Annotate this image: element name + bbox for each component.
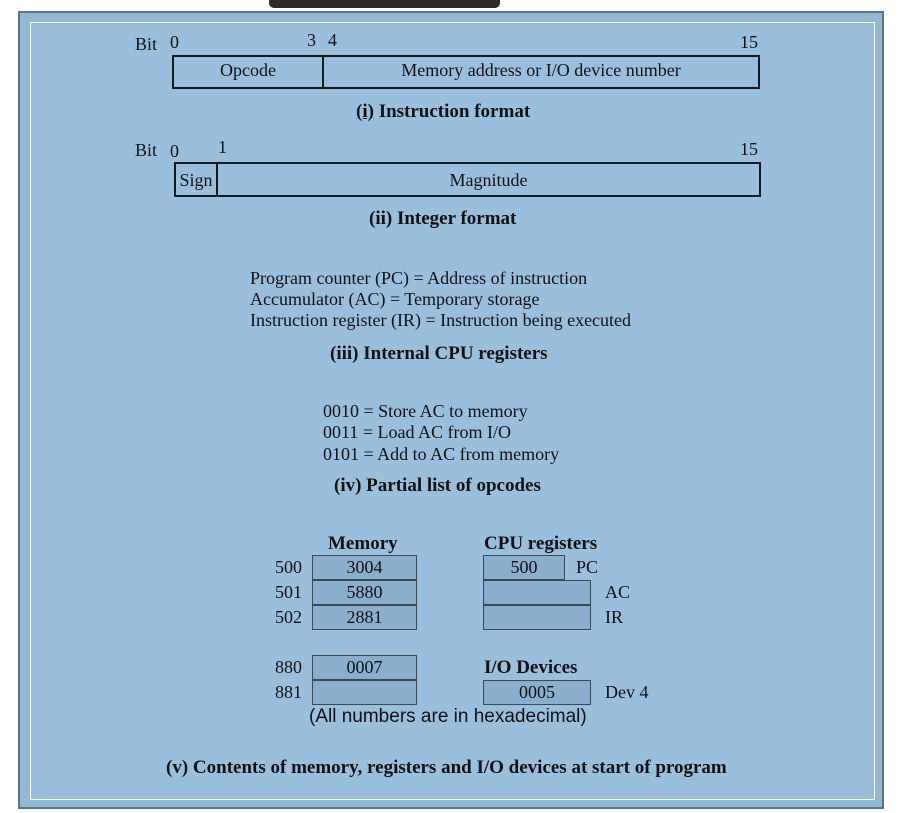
io-dev4-label: Dev 4 — [605, 682, 649, 702]
register-ir-label: IR — [605, 607, 623, 627]
io-devices-header: I/O Devices — [484, 657, 578, 678]
int-bit-15: 15 — [740, 139, 758, 159]
register-ac-label: AC — [605, 582, 631, 602]
io-dev4-cell: 0005 — [483, 680, 591, 705]
int-bit-1: 1 — [218, 137, 227, 157]
opcode-0010: 0010 = Store AC to memory — [323, 401, 528, 421]
caption-contents: (v) Contents of memory, registers and I/O devices at start of program — [166, 757, 727, 778]
memory-addr-881: 881 — [275, 682, 302, 702]
caption-instruction-format-text: Instruction format — [378, 101, 531, 122]
caption-cpu-registers: (iii) Internal CPU registers — [330, 343, 548, 364]
memory-cell-880: 0007 — [312, 655, 417, 680]
cpu-registers-header: CPU registers — [484, 533, 598, 554]
memory-addr-500: 500 — [275, 557, 302, 577]
memory-addr-502: 502 — [275, 607, 302, 627]
register-ac-cell — [483, 580, 591, 605]
memory-addr-501: 501 — [275, 582, 302, 602]
memory-header: Memory — [328, 533, 398, 554]
caption-instruction-format-num: (i) — [356, 101, 374, 122]
hex-note: (All numbers are in hexadecimal) — [309, 706, 587, 727]
caption-instruction-format — [356, 101, 530, 123]
register-pc-label: PC — [576, 557, 599, 577]
window-top-tab — [269, 0, 500, 8]
memory-cell-500: 3004 — [312, 555, 417, 580]
field-address: Memory address or I/O device number — [401, 60, 681, 80]
memory-cell-502: 2881 — [312, 605, 417, 630]
instr-bit-4: 4 — [328, 30, 337, 50]
memory-addr-880: 880 — [275, 657, 302, 677]
opcode-0101: 0101 = Add to AC from memory — [323, 444, 560, 464]
instr-bit-3: 3 — [307, 30, 316, 50]
memory-cell-501: 5880 — [312, 580, 417, 605]
memory-cell-881 — [312, 680, 417, 705]
instr-bit-15: 15 — [740, 32, 758, 52]
int-bit-label: Bit — [135, 140, 158, 160]
field-magnitude: Magnitude — [449, 170, 528, 190]
field-opcode: Opcode — [220, 60, 276, 80]
instr-bit-label: Bit — [135, 34, 158, 54]
register-pc-cell: 500 — [483, 555, 565, 580]
field-sign: Sign — [179, 170, 213, 190]
register-ir-cell — [483, 605, 591, 630]
caption-opcodes: (iv) Partial list of opcodes — [334, 475, 541, 496]
register-desc-pc: Program counter (PC) = Address of instruction — [250, 268, 588, 288]
register-desc-ir: Instruction register (IR) = Instruction being executed — [250, 310, 632, 330]
instr-bit-0: 0 — [170, 32, 179, 52]
caption-integer-format: (ii) Integer format — [369, 208, 517, 229]
int-bit-0: 0 — [170, 141, 179, 161]
opcode-0011: 0011 = Load AC from I/O — [323, 422, 511, 442]
register-desc-ac: Accumulator (AC) = Temporary storage — [250, 289, 540, 309]
